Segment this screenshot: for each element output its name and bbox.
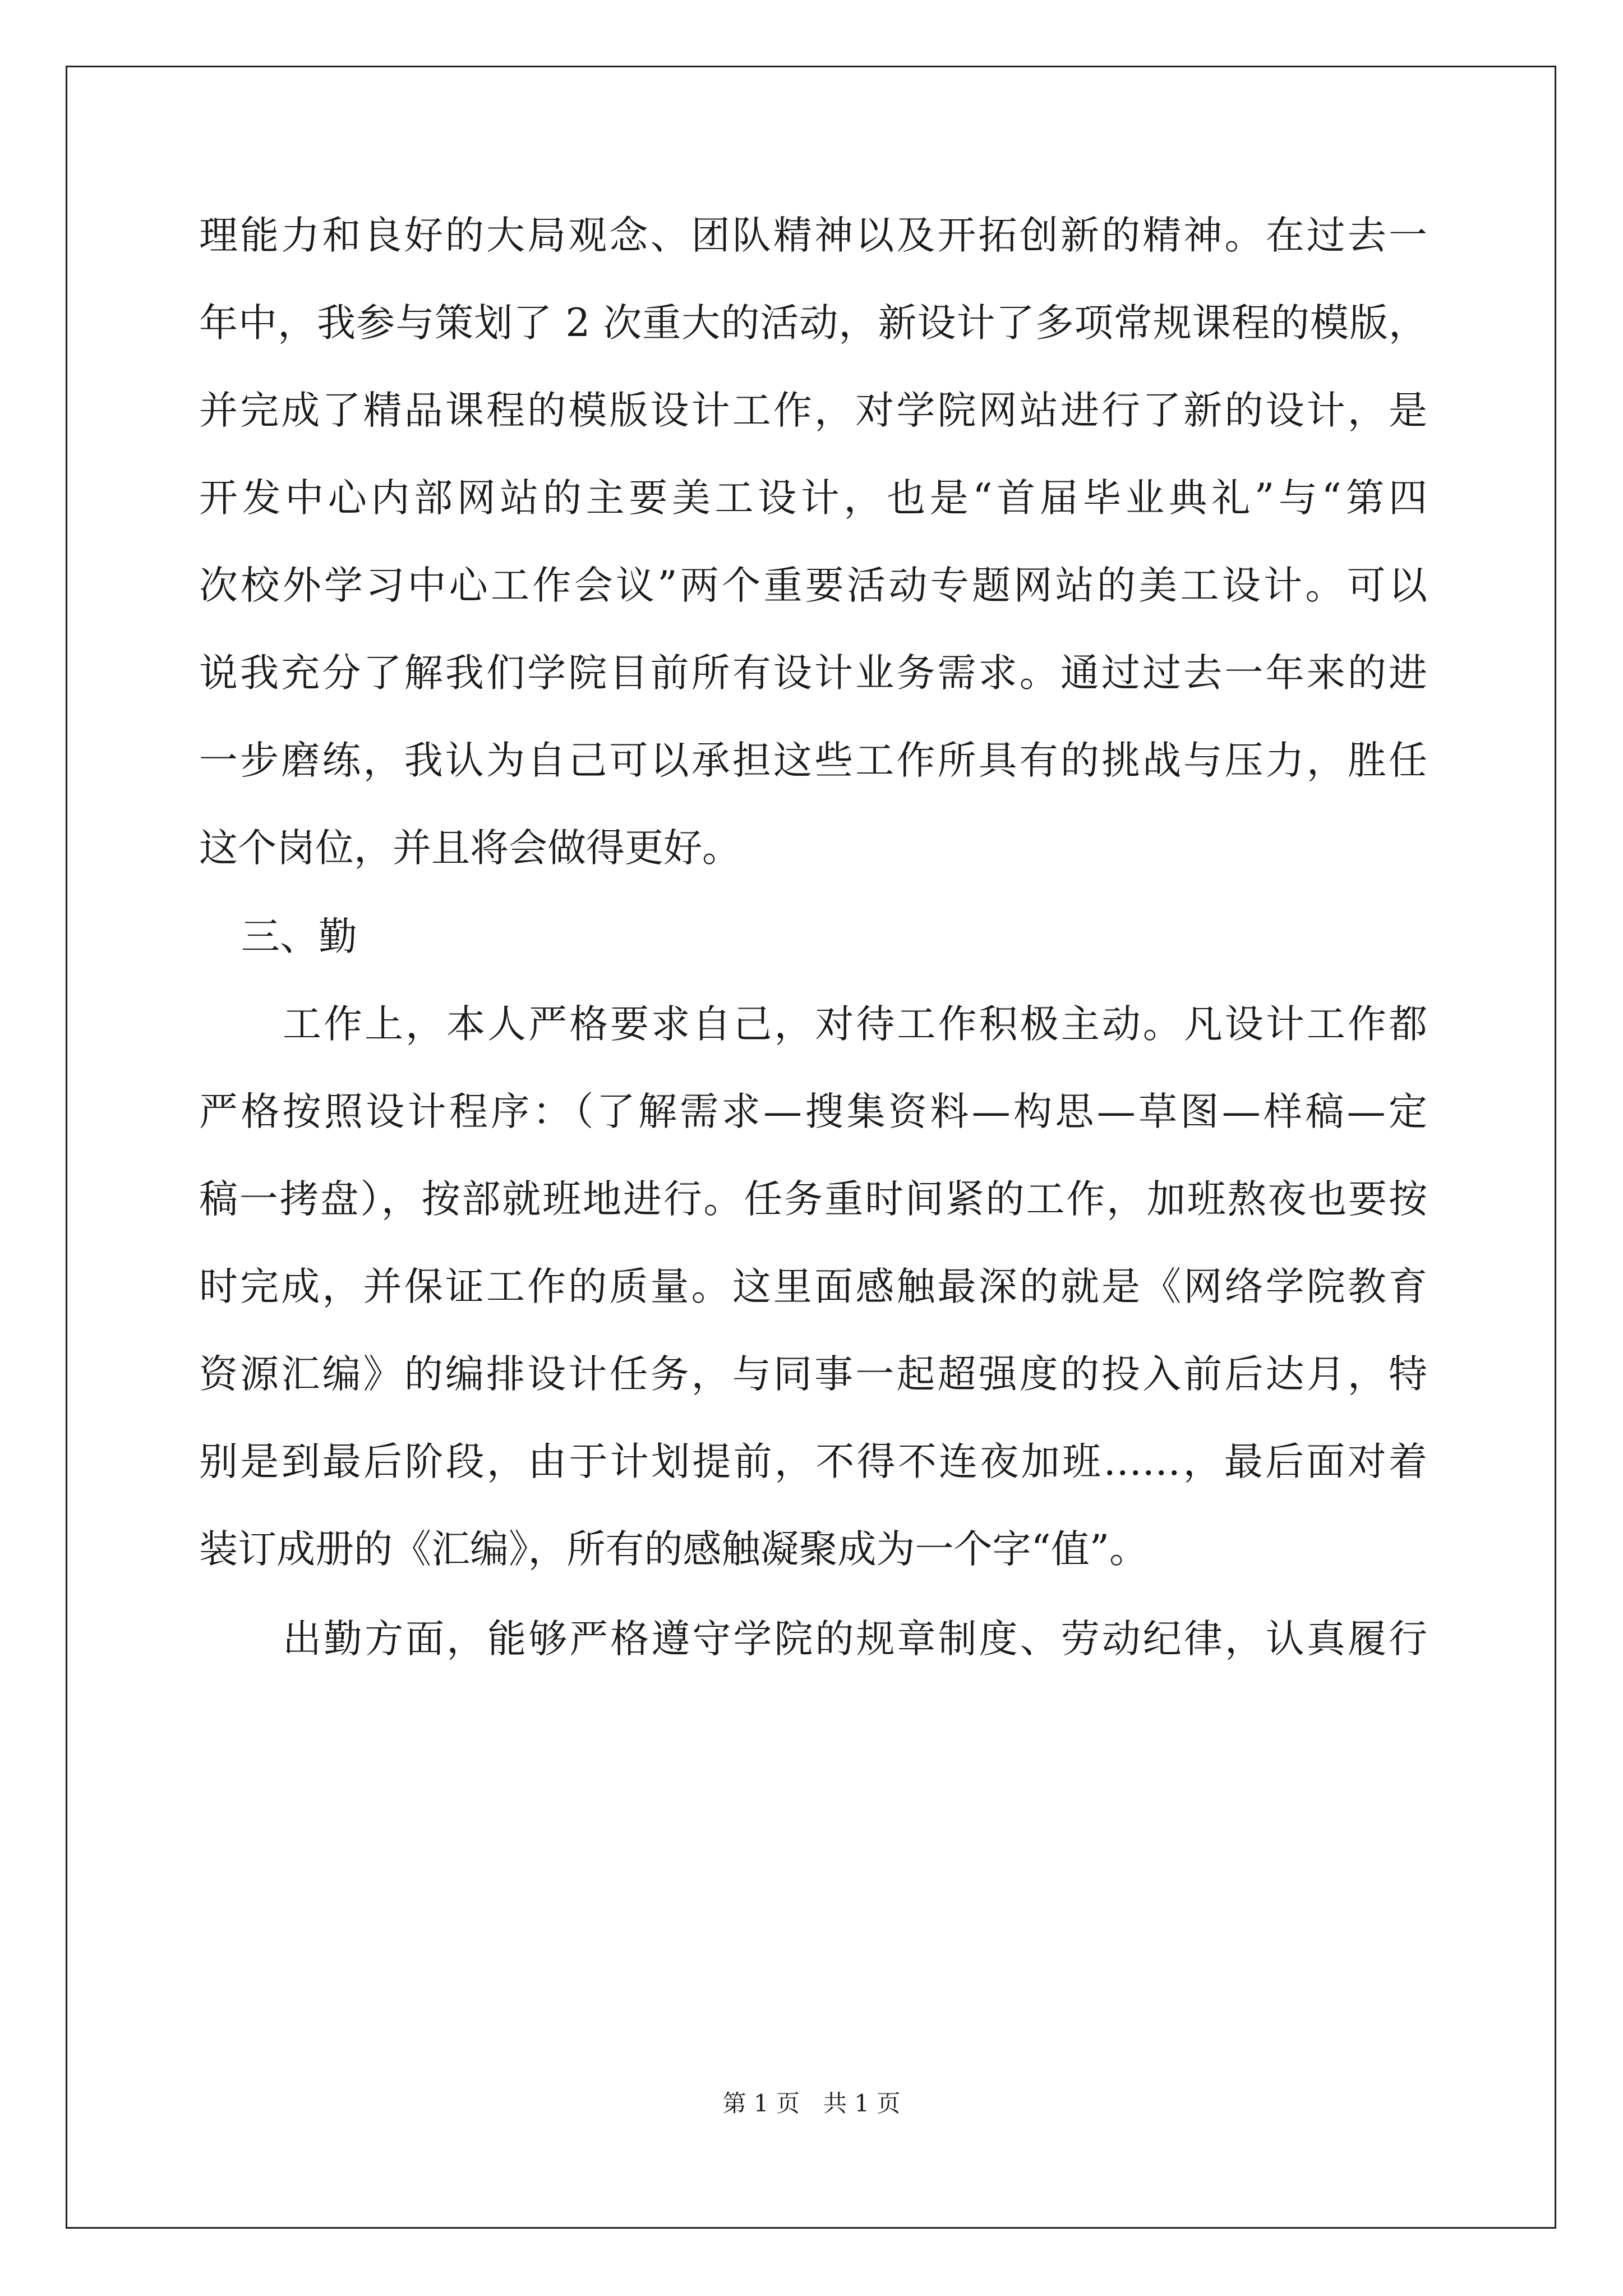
text-line: 说我充分了解我们学院目前所有设计业务需求。通过过去一年来的进 [199,651,1427,696]
text-line: 次校外学习中心工作会议”两个重要活动专题网站的美工设计。可以 [199,563,1427,608]
text-line: 出勤方面，能够严格遵守学院的规章制度、劳动纪律，认真履行 [283,1617,1427,1662]
text-line: 稿一拷盘），按部就班地进行。任务重时间紧的工作，加班熬夜也要按 [199,1177,1427,1222]
text-line: 这个岗位，并且将会做得更好。 [199,826,741,871]
section-heading: 三、勤 [241,914,357,959]
text-line: 别是到最后阶段，由于计划提前，不得不连夜加班……，最后面对着 [199,1439,1427,1484]
text-line: 装订成册的《汇编》，所有的感触凝聚成为一个字“值”。 [199,1527,1149,1572]
text-line: 并完成了精品课程的模版设计工作，对学院网站进行了新的设计，是 [199,388,1427,433]
text-line: 工作上，本人严格要求自己，对待工作积极主动。凡设计工作都 [283,1002,1427,1047]
text-line: 资源汇编》的编排设计任务，与同事一起超强度的投入前后达月，特 [199,1352,1427,1397]
text-line: 严格按照设计程序：（了解需求—搜集资料—构思—草图—样稿—定 [199,1089,1427,1134]
text-line: 一步磨练，我认为自己可以承担这些工作所具有的挑战与压力，胜任 [199,738,1427,783]
page-number: 第 1 页 共 1 页 [722,2090,901,2117]
text-line: 理能力和良好的大局观念、团队精神以及开拓创新的精神。在过去一 [199,213,1427,258]
text-line: 年中，我参与策划了 2 次重大的活动，新设计了多项常规课程的模版， [199,301,1427,346]
text-line: 时完成，并保证工作的质量。这里面感触最深的就是《网络学院教育 [199,1264,1427,1309]
text-line: 开发中心内部网站的主要美工设计，也是“首届毕业典礼”与“第四 [199,476,1427,521]
